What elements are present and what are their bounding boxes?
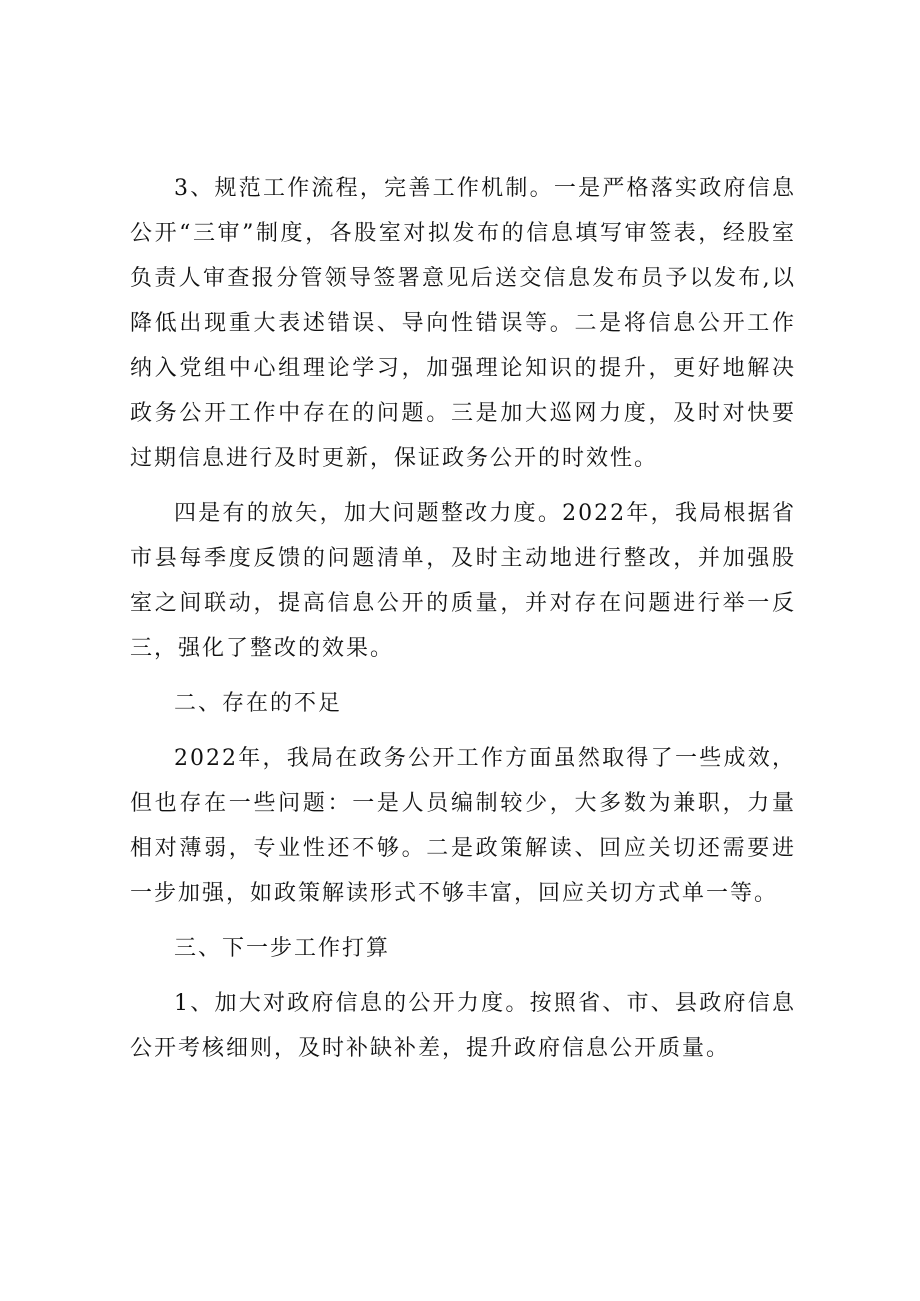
section-heading-shortcomings: 二、存在的不足 (174, 691, 343, 716)
paragraph-work-process: 3、规范工作流程，完善工作机制。一是严格落实政府信息公开“三审”制度，各股室对拟发布的信息填写审签表，经股室负责人审查报分管领导签署意见后送交信息发布员予以发布,以降低出现重大表述错误、导向性错误等。二是将信息公开工作纳入党组中心组理论学习，加强理论知识的提升，更好地解决政务公开工作中存在的问题。三是加大巡网力度，及时对快要过期信息进行及时更新，保证政务公开的时效性。 (130, 176, 796, 471)
section-heading-next-steps: 三、下一步工作打算 (174, 936, 391, 961)
paragraph-shortcomings: 2022年，我局在政务公开工作方面虽然取得了一些成效，但也存在一些问题：一是人员编制较少，大多数为兼职，力量相对薄弱，专业性还不够。二是政策解读、回应关切还需要进一步加强，如政策解读形式不够丰富，回应关切方式单一等。 (130, 746, 796, 906)
paragraph-rectification: 四是有的放矢，加大问题整改力度。2022年，我局根据省市县每季度反馈的问题清单，及时主动地进行整改，并加强股室之间联动，提高信息公开的质量，并对存在问题进行举一反三，强化了整改的效果。 (130, 501, 796, 661)
document-body (130, 166, 796, 1081)
paragraph-next-step-1: 1、加大对政府信息的公开力度。按照省、市、县政府信息公开考核细则，及时补缺补差，提升政府信息公开质量。 (130, 991, 796, 1061)
